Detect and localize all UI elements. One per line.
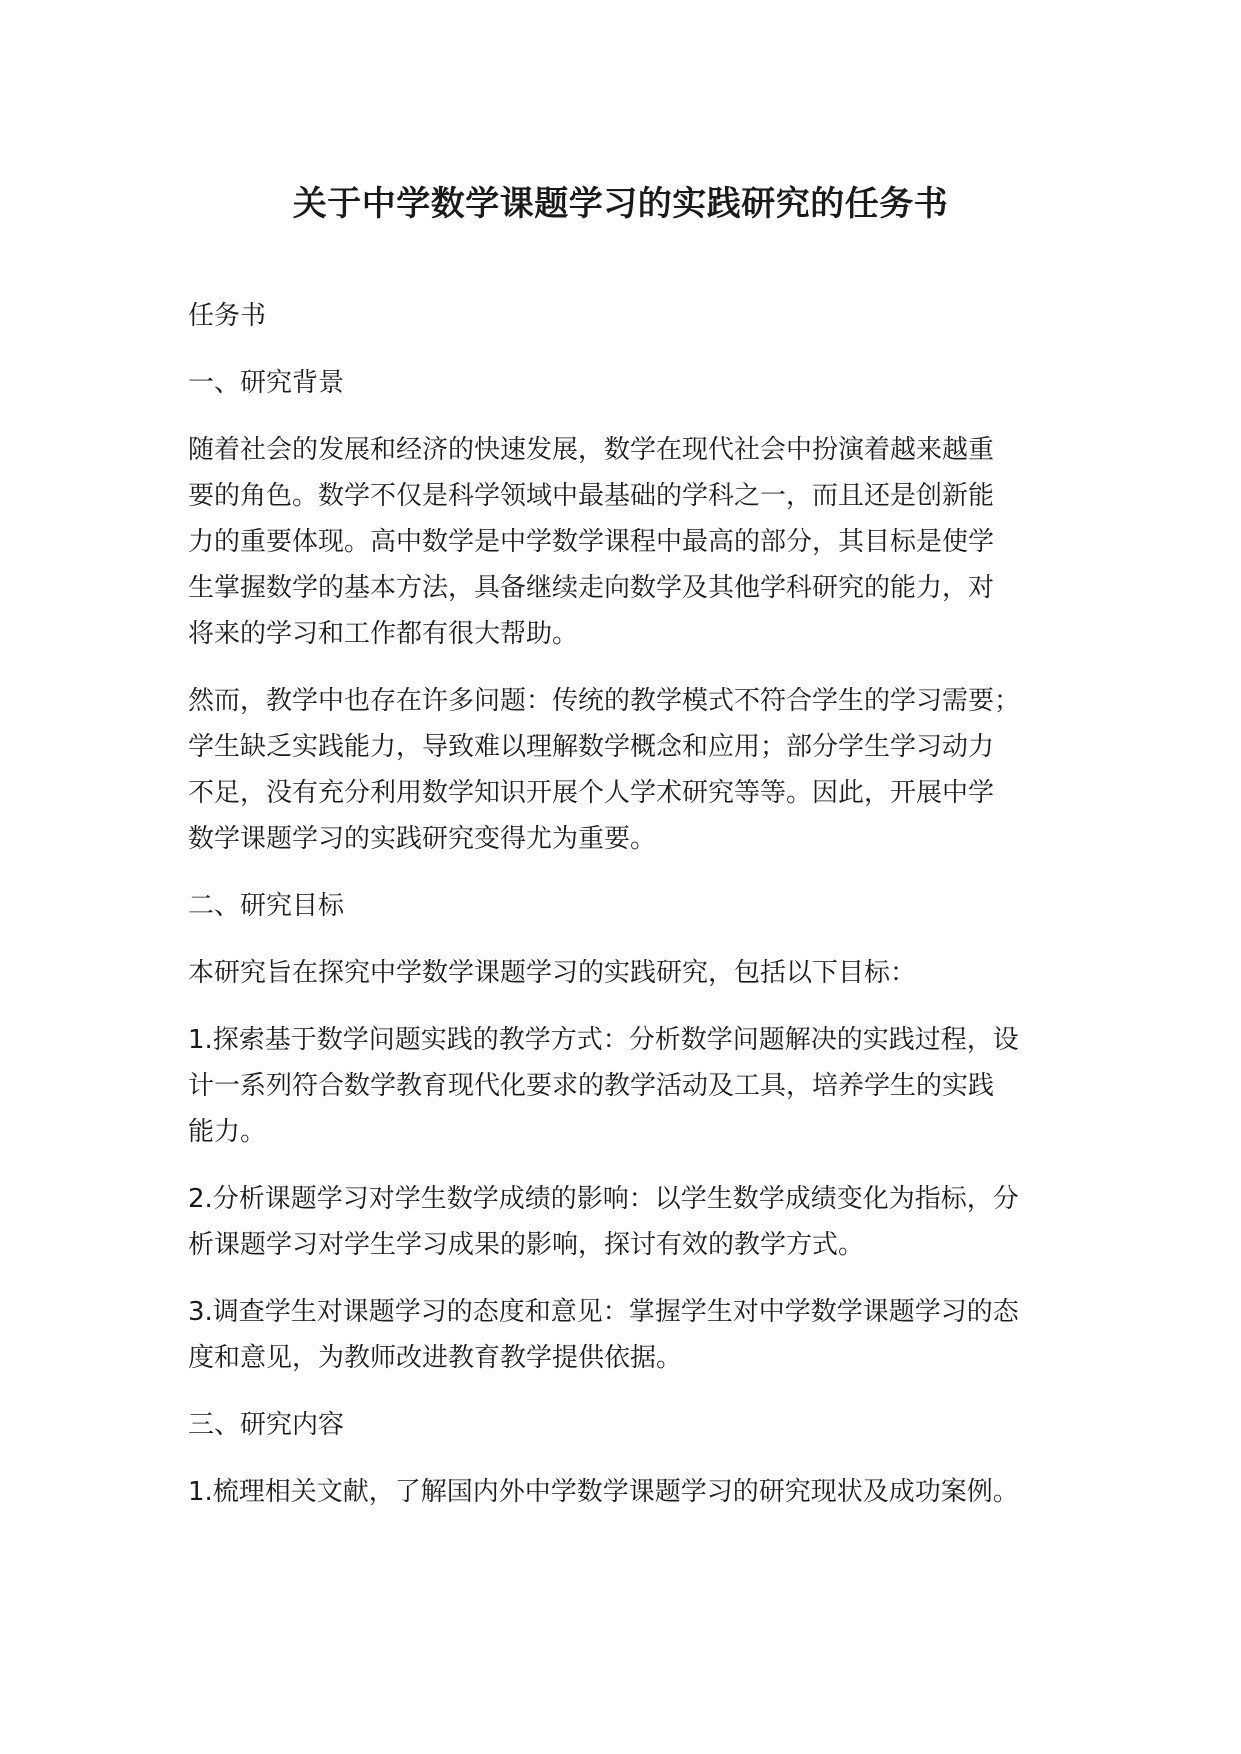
- list-item-content-1: 1.梳理相关文献，了解国内外中学数学课题学习的研究现状及成功案例。: [188, 1477, 1019, 1507]
- document-body: [188, 293, 1088, 1536]
- list-item-goal-1: 1.探索基于数学问题实践的教学方式：分析数学问题解决的实践过程，设 计一系列符合数学教育现代化要求的教学活动及工具，培养学生的实践 能力。: [188, 1025, 1019, 1147]
- section-heading-goals: 二、研究目标: [188, 891, 345, 921]
- section-heading-background: 一、研究背景: [188, 368, 345, 398]
- paragraph-background-1: 随着社会的发展和经济的快速发展，数学在现代社会中扮演着越来越重 要的角色。数学不仅是科学领域中最基础的学科之一，而且还是创新能 力的重要体现。高中数学是中学数学课程中最高的部分，其目标是使学 生掌握数学的基本方法，具备继续走向数学及其他学科研究的能力，对 将来的学习和工作都有很大帮助。: [188, 435, 995, 649]
- paragraph-background-2: 然而，教学中也存在许多问题：传统的教学模式不符合学生的学习需要； 学生缺乏实践能力，导致难以理解数学概念和应用；部分学生学习动力 不足，没有充分利用数学知识开展个人学术研究等等。因此，开展中学 数学课题学习的实践研究变得尤为重要。: [188, 686, 1021, 854]
- list-item-goal-2: 2.分析课题学习对学生数学成绩的影响：以学生数学成绩变化为指标，分 析课题学习对学生学习成果的影响，探讨有效的教学方式。: [188, 1184, 1019, 1260]
- list-item-goal-3: 3.调查学生对课题学习的态度和意见：掌握学生对中学数学课题学习的态 度和意见，为教师改进教育教学提供依据。: [188, 1297, 1019, 1373]
- document-title: 关于中学数学课题学习的实践研究的任务书: [292, 184, 949, 224]
- paragraph-goals-intro: 本研究旨在探究中学数学课题学习的实践研究，包括以下目标：: [188, 958, 917, 988]
- subtitle-task-book: 任务书: [188, 301, 267, 331]
- section-heading-content: 三、研究内容: [188, 1410, 345, 1440]
